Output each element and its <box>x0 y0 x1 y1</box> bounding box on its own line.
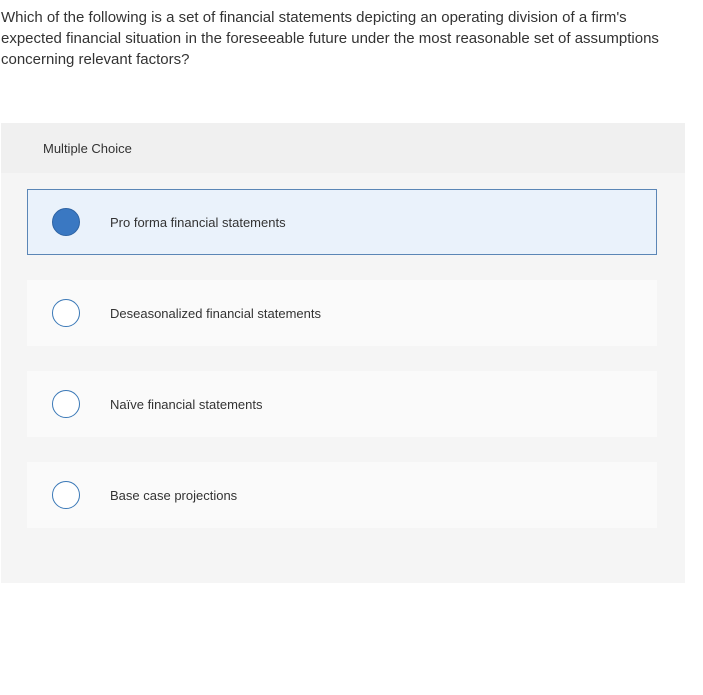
radio-button-selected-icon[interactable] <box>52 208 80 236</box>
choice-option-deseasonalized[interactable] <box>27 280 657 346</box>
multiple-choice-panel <box>1 123 685 583</box>
radio-button-icon[interactable] <box>52 299 80 327</box>
question-text: Which of the following is a set of financial statements depicting an operating division of a firm's expected financial situation in the foreseeable future under the most reasonable set of assumptions concerning relevant factors? <box>1 9 659 68</box>
choice-option-pro-forma[interactable] <box>27 189 657 255</box>
choice-option-base-case[interactable] <box>27 462 657 528</box>
choice-option-naive[interactable] <box>27 371 657 437</box>
choice-label: Pro forma financial statements <box>110 214 286 230</box>
multiple-choice-header: Multiple Choice <box>1 123 685 173</box>
choice-label: Naïve financial statements <box>110 396 263 412</box>
radio-button-icon[interactable] <box>52 390 80 418</box>
radio-button-icon[interactable] <box>52 481 80 509</box>
choice-label: Deseasonalized financial statements <box>110 305 322 321</box>
choice-label: Base case projections <box>110 487 238 503</box>
